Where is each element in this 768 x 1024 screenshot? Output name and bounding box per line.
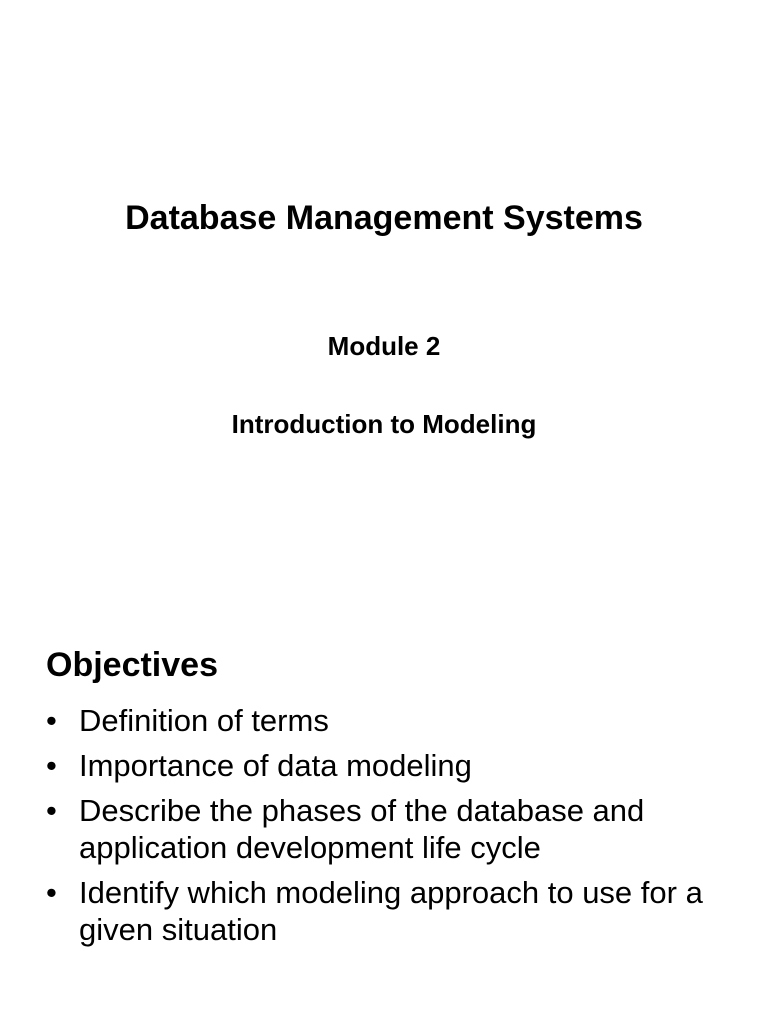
- list-item-text: Definition of terms: [79, 703, 329, 738]
- objectives-heading: Objectives: [46, 646, 218, 684]
- list-item-text: Importance of data modeling: [79, 748, 472, 783]
- slide-subtitle: Introduction to Modeling: [231, 409, 537, 439]
- list-item: [46, 874, 726, 948]
- bullet-icon: •: [46, 703, 57, 738]
- objectives-slide: [0, 512, 768, 1024]
- list-item-text: Describe the phases of the database and application development life cycle: [79, 793, 645, 865]
- objectives-list: [46, 702, 726, 956]
- bullet-icon: •: [46, 875, 57, 910]
- list-item: [46, 702, 726, 739]
- list-item: [46, 747, 726, 784]
- slide-title: Database Management Systems: [125, 199, 643, 237]
- bullet-icon: •: [46, 793, 57, 828]
- list-item-text: Identify which modeling approach to use for a given situation: [79, 875, 703, 947]
- module-label: Module 2: [327, 331, 441, 361]
- list-item: [46, 792, 726, 866]
- bullet-icon: •: [46, 748, 57, 783]
